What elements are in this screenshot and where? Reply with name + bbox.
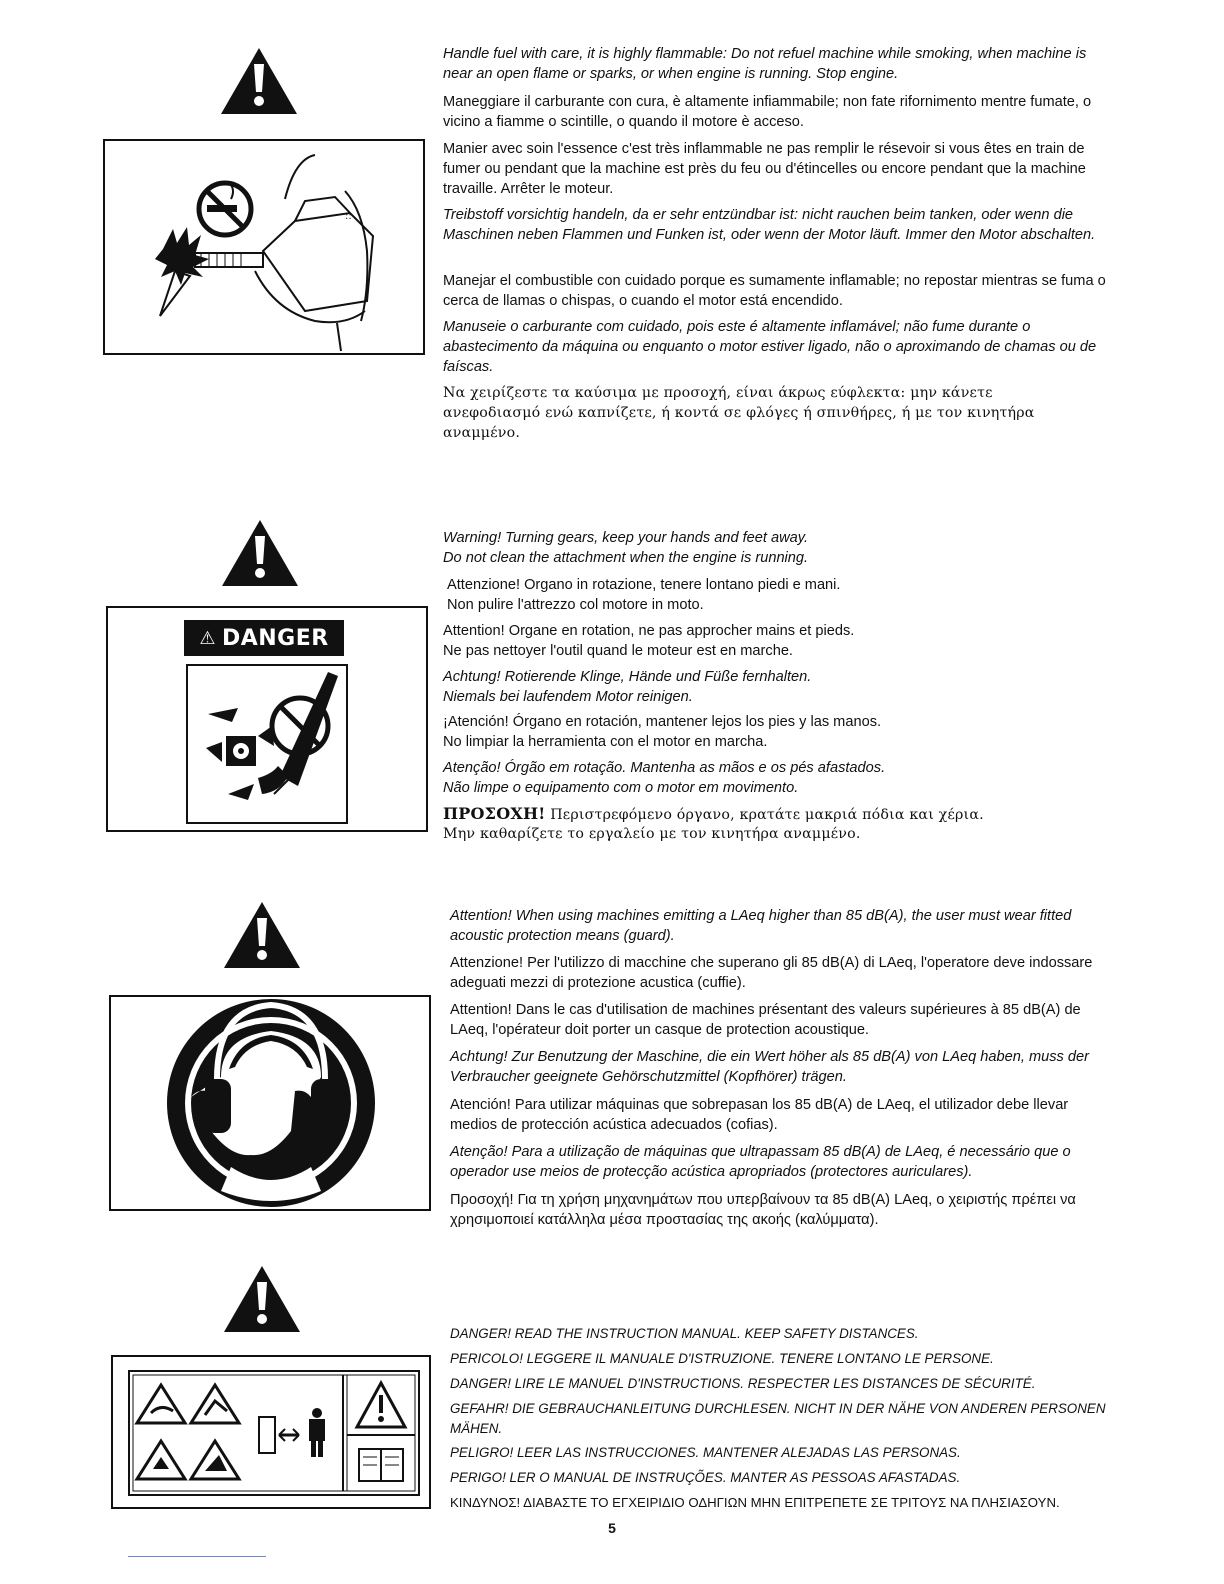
noise-text-en: Attention! When using machines emitting a LAeq higher than 85 dB(A), the user must wear fitted acoustic protection means (guard). (450, 908, 1072, 944)
danger-badge (184, 620, 344, 656)
safety-distance-icon (113, 1357, 429, 1507)
fuel-pictogram (103, 139, 425, 355)
warning-triangle-icon (220, 518, 300, 588)
gear-text-el-1-body: Περιστρεφόμενο όργανο, κρατάτε μακριά πόδια και χέρια. (550, 807, 984, 823)
fuel-text-fr: Manier avec soin l'essence c'est très inflammable ne pas remplir le résevoir si vous êtes en train de fumer ou pendant que la machine est près du feu ou d'étincelles ou encore pendant que la machine travaille. Arrêter le moteur. (443, 141, 1086, 197)
gear-text-de-2: Niemals bei laufendem Motor reinigen. (443, 689, 693, 705)
gear-text-fr-2: Ne pas nettoyer l'outil quand le moteur est en marche. (443, 643, 793, 659)
noise-text-de: Achtung! Zur Benutzung der Maschine, die ein Wert höher als 85 dB(A) von LAeq haben, muss der Verbraucher geeignete Gehörschutzmittel (Kopfhörer) trägen. (450, 1049, 1089, 1085)
fuel-text-en: Handle fuel with care, it is highly flammable: Do not refuel machine while smoking, when machine is near an open flame or sparks, or when engine is running. Stop engine. (443, 46, 1087, 82)
manual-text-pt: PERIGO! LER O MANUAL DE INSTRUÇÕES. MANTER AS PESSOAS AFASTADAS. (450, 1470, 961, 1485)
rotating-blade-frame (186, 664, 348, 824)
manual-text-el: ΚΙΝΔΥΝΟΣ! ΔΙΑΒΑΣΤΕ ΤΟ ΕΓΧΕΙΡΙΔΙΟ ΟΔΗΓΙΩΝ ΜΗΝ ΕΠΙΤΡΕΠΕΤΕ ΣΕ ΤΡΙΤΟΥΣ ΝΑ ΠΛΗΣΙΑΣΟΥΝ. (450, 1495, 1060, 1510)
fuel-text-it: Maneggiare il carburante con cura, è altamente infiammabile; non fate rifornimento mentre fumate, o vicino a fiamme o scintille, o quando il motore è acceso. (443, 94, 1092, 130)
manual-text-fr: DANGER! LIRE LE MANUEL D'INSTRUCTIONS. RESPECTER LES DISTANCES DE SÉCURITÉ. (450, 1376, 1036, 1391)
manual-text-es: PELIGRO! LEER LAS INSTRUCCIONES. MANTENER ALEJADAS LAS PERSONAS. (450, 1445, 961, 1460)
fuel-text-pt: Manuseie o carburante com cuidado, pois este é altamente inflamável; não fume durante o abastecimento da máquina ou enquanto o motor estiver ligado, não o aproximando de chamas ou de faíscas. (443, 319, 1097, 375)
noise-text-fr: Attention! Dans le cas d'utilisation de machines présentant des valeurs supérieures à 85 dB(A) de LAeq, l'opérateur doit porter un casque de protection acoustique. (450, 1002, 1081, 1038)
ear-protection-pictogram (109, 995, 431, 1211)
manual-text-de: GEFAHR! DIE GEBRAUCHANLEITUNG DURCHLESEN. NICHT IN DER NÄHE VON ANDEREN PERSONEN MÄHEN. (450, 1401, 1106, 1436)
gear-text-en-1: Warning! Turning gears, keep your hands and feet away. (443, 530, 809, 546)
ear-protection-icon (111, 997, 429, 1209)
manual-pictogram (111, 1355, 431, 1509)
danger-label: DANGER (221, 625, 329, 651)
fuel-text-es: Manejar el combustible con cuidado porque es sumamente inflamable; no repostar mientras se fuma o cerca de llamas o chispas, o cuando el motor está encendido. (443, 273, 1106, 309)
fuel-text-el: Να χειρίζεστε τα καύσιμα με προσοχή, είναι άκρως εύφλεκτα: μην κάνετε ανεφοδιασμό ενώ καπνίζετε, ή κοντά σε φλόγες ή σπινθήρες, ή με τον κινητήρα αναμμένο. (443, 385, 1035, 441)
gear-text-it-1: Attenzione! Organo in rotazione, tenere lontano piedi e mani. (447, 577, 841, 593)
danger-symbol-icon: ⚠ (199, 627, 216, 649)
gear-text-fr-1: Attention! Organe en rotation, ne pas approcher mains et pieds. (443, 623, 855, 639)
manual-text-en: DANGER! READ THE INSTRUCTION MANUAL. KEEP SAFETY DISTANCES. (450, 1326, 919, 1341)
warning-triangle-icon (222, 900, 302, 970)
gear-text-pt-1: Atenção! Órgão em rotação. Mantenha as mãos e os pés afastados. (443, 760, 886, 776)
page-number: 5 (608, 1520, 616, 1536)
noise-text-it: Attenzione! Per l'utilizzo di macchine che superano gli 85 dB(A) di LAeq, l'operatore deve indossare adeguati mezzi di protezione acustica (cuffie). (450, 955, 1093, 991)
gear-text-el-1 (443, 804, 1113, 825)
rotating-blade-icon (188, 666, 346, 822)
gear-text-it-2: Non pulire l'attrezzo col motore in moto. (447, 597, 704, 613)
fuel-can-icon (105, 141, 423, 353)
fuel-text-de: Treibstoff vorsichtig handeln, da er sehr entzündbar ist: nicht rauchen beim tanken, oder wenn die Maschinen neben Flammen und Funken ist, oder wenn der Motor läuft. Immer den Motor abschalten. (443, 207, 1096, 243)
noise-text-el: Προσοχή! Για τη χρήση μηχανημάτων που υπερβαίνουν τα 85 dB(A) LAeq, ο χειριστής πρέπει να χρησιμοποιεί κατάλληλα μέσα προστασίας της ακοής (καλύμματα). (450, 1192, 1076, 1228)
manual-text-it: PERICOLO! LEGGERE IL MANUALE D'ISTRUZIONE. TENERE LONTANO LE PERSONE. (450, 1351, 994, 1366)
gear-text-el-2: Μην καθαρίζετε το εργαλείο με τον κινητήρα αναμμένο. (443, 826, 861, 842)
noise-text-es: Atención! Para utilizar máquinas que sobrepasan los 85 dB(A) de LAeq, el utilizador debe llevar medios de protección acústica adecuados (cofias). (450, 1097, 1069, 1133)
gear-text-el-head: ΠΡΟΣΟΧΗ! (443, 804, 546, 823)
footer-rule (128, 1556, 266, 1557)
warning-triangle-icon (219, 46, 299, 116)
warning-triangle-icon (222, 1264, 302, 1334)
gear-text-de-1: Achtung! Rotierende Klinge, Hände und Füße fernhalten. (443, 669, 812, 685)
noise-text-pt: Atenção! Para a utilização de máquinas que ultrapassam 85 dB(A) de LAeq, é necessário que o operador use meios de protecção acústica apropriados (protectores auriculares). (450, 1144, 1071, 1180)
read-manual-icon (359, 1449, 403, 1481)
gear-text-pt-2: Não limpe o equipamento com o motor em movimento. (443, 780, 799, 796)
no-smoking-icon (199, 183, 251, 235)
svg-text:::: :: (345, 211, 352, 222)
danger-pictogram (106, 606, 428, 832)
gear-text-es-2: No limpiar la herramienta con el motor en marcha. (443, 734, 768, 750)
gear-text-es-1: ¡Atención! Órgano en rotación, mantener lejos los pies y las manos. (443, 714, 882, 730)
gear-text-en-2: Do not clean the attachment when the engine is running. (443, 550, 809, 566)
